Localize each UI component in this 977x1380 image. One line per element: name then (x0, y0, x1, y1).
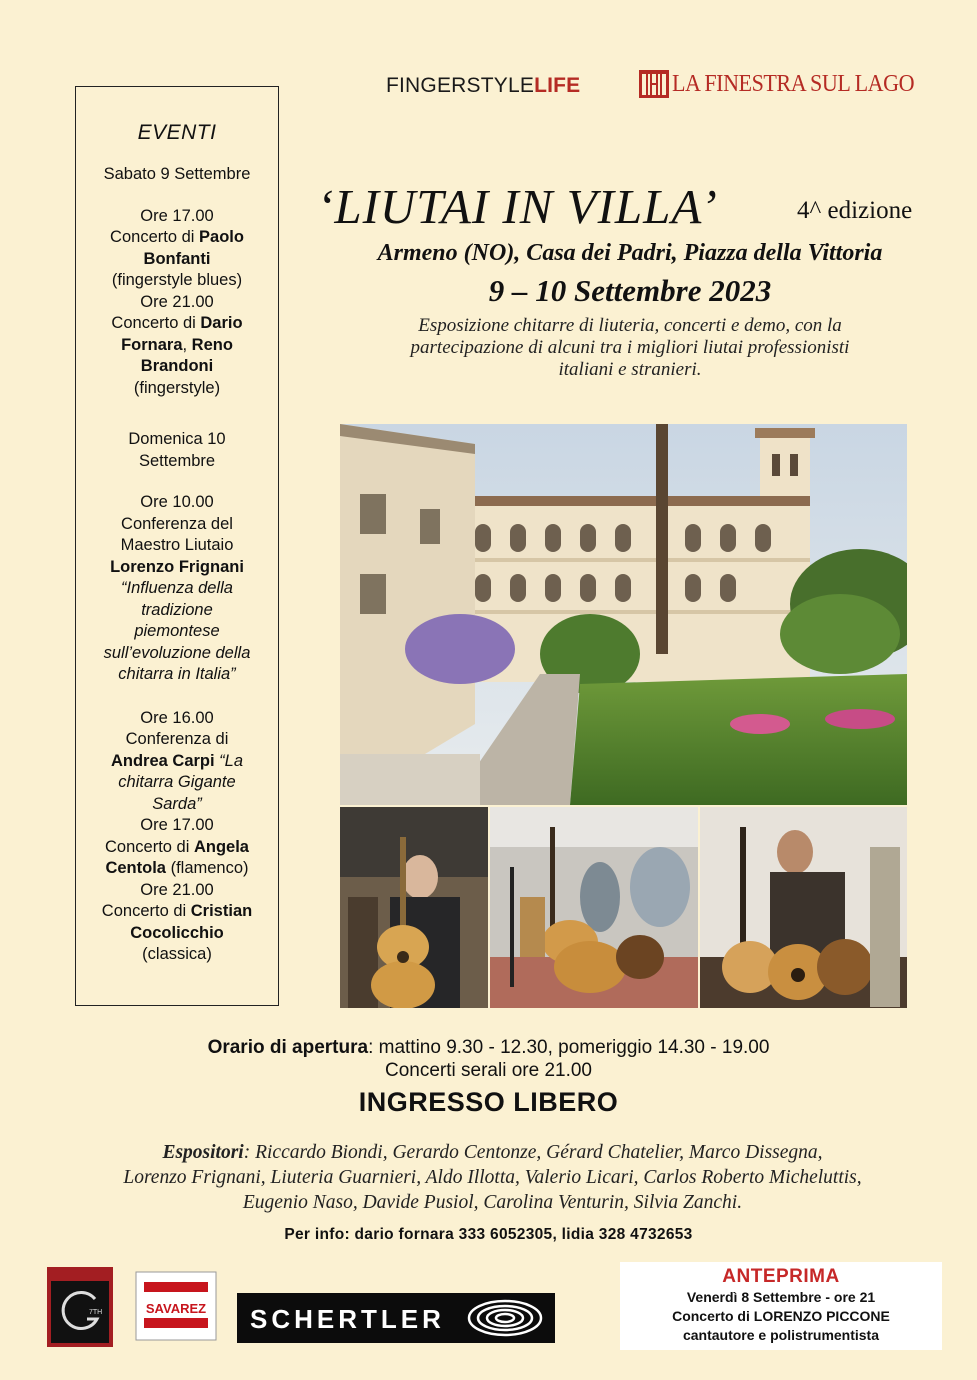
villa-photo (340, 424, 907, 805)
events-title: EVENTI (137, 121, 217, 144)
sun-event-1-quote-2: tradizione (141, 600, 213, 619)
evening-concerts-line: Concerti serali ore 21.00 (385, 1060, 592, 1081)
sat-time-1: Ore 17.00 (140, 206, 214, 225)
sunday-heading-b: Settembre (138, 451, 216, 470)
venue-line: Armeno (NO), Casa dei Padri, Piazza della Vittoria (377, 240, 883, 266)
guitars-luthier-photo (700, 807, 907, 1008)
contact-info: Per info: dario fornara 333 6052305, lidia 328 4732653 (284, 1226, 693, 1243)
dates-line: 9 – 10 Settembre 2023 (488, 273, 772, 308)
window-icon (638, 68, 670, 100)
sunday-heading-a: Domenica 10 (128, 430, 226, 448)
sun-event-1-quote-1: “Influenza della (121, 579, 233, 597)
preview-date: Venerdì 8 Settembre - ore 21 (686, 1289, 876, 1305)
preview-title: ANTEPRIMA (722, 1266, 840, 1287)
sun-event-2-quote-3: Sarda” (152, 794, 202, 813)
free-entry-label: INGRESSO LIBERO (358, 1087, 619, 1117)
sun-time-3: Ore 17.00 (140, 816, 214, 834)
sun-event-4: Concerto di Cristian (101, 902, 253, 920)
sun-event-1-a: Conferenza del (121, 514, 233, 533)
opening-hours (0, 1036, 977, 1082)
sun-event-1-name: Lorenzo Frignani (110, 557, 244, 576)
sun-time-4: Ore 21.00 (140, 880, 214, 899)
sat-event-1-genre: (fingerstyle blues) (111, 271, 243, 289)
preview-event-box (620, 1262, 942, 1350)
edition-label: 4^ edizione (797, 197, 913, 224)
life-text: LIFE (534, 74, 581, 97)
sat-event-1-name: Bonfanti (143, 249, 211, 268)
sun-event-2-a: Conferenza di (125, 730, 229, 748)
sun-event-3: Concerto di Angela (105, 837, 249, 856)
sun-event-4-name: Cocolicchio (130, 923, 224, 942)
sun-event-1-quote-4: sull’evoluzione della (103, 643, 251, 662)
finestra-text: LA FINESTRA SUL LAGO (672, 70, 915, 97)
schertler-logo (237, 1293, 555, 1343)
guitars-display-photo (490, 807, 698, 1008)
description: Esposizione chitarre di liuteria, concerti e demo, con la partecipazione di alcuni tra i migliori liutai professionisti italiani e stranieri. (410, 315, 850, 380)
sun-event-2-quote-2: chitarra Gigante (118, 773, 236, 791)
sun-time-2: Ore 16.00 (140, 708, 214, 727)
page-title: ‘LIUTAI IN VILLA’ (317, 179, 718, 234)
sun-event-1-quote-3: piemontese (134, 622, 220, 640)
sat-time-2: Ore 21.00 (140, 292, 214, 311)
sun-event-1-quote-5: chitarra in Italia” (118, 665, 236, 683)
sun-event-2-name: Andrea Carpi “La (110, 751, 244, 770)
fingerstylelife-logo (386, 74, 580, 98)
luthier-photo-1 (340, 807, 488, 1008)
g-logo-text: 7TH (89, 1309, 103, 1316)
seventh-g-logo (47, 1267, 113, 1347)
sun-event-3-b: Centola (flamenco) (105, 859, 249, 877)
sun-event-1-b: Maestro Liutaio (120, 536, 234, 554)
opening-hours-line: Orario di apertura: mattino 9.30 - 12.30, pomeriggio 14.30 - 19.00 (207, 1037, 770, 1058)
sat-event-2: Concerto di Dario (111, 314, 243, 332)
sat-event-2-names: Fornara, Reno (121, 335, 233, 354)
la-finestra-sul-lago-logo (638, 68, 935, 100)
events-box (75, 86, 279, 1006)
exhibitors-label: Espositori (162, 1142, 244, 1163)
fingerstyle-text: FINGERSTYLE (386, 74, 535, 97)
saturday-heading: Sabato 9 Settembre (103, 165, 251, 183)
preview-description: cantautore e polistrumentista (682, 1327, 880, 1343)
preview-concert: Concerto di LORENZO PICCONE (672, 1308, 890, 1324)
savarez-logo (134, 1270, 218, 1342)
sat-event-2-genre: (fingerstyle) (133, 378, 221, 397)
schertler-text: SCHERTLER (250, 1304, 445, 1334)
exhibitors-list: Espositori: Riccardo Biondi, Gerardo Centonze, Gérard Chatelier, Marco Dissegna, Lorenzo Frignani, Liuteria Guarnieri, Aldo Illotta, Valerio Licari, Carlos Roberto Micheluttis, Eugenio Naso, Davide Pusiol, Carolina Venturin, Silvia Zanchi. (123, 1142, 862, 1213)
sun-time-1: Ore 10.00 (140, 493, 214, 511)
sat-event-1: Concerto di Paolo (110, 228, 244, 246)
savarez-text: SAVAREZ (145, 1301, 207, 1316)
sun-event-4-genre: (classica) (142, 945, 212, 963)
sat-event-2-name-b: Brandoni (140, 357, 214, 375)
